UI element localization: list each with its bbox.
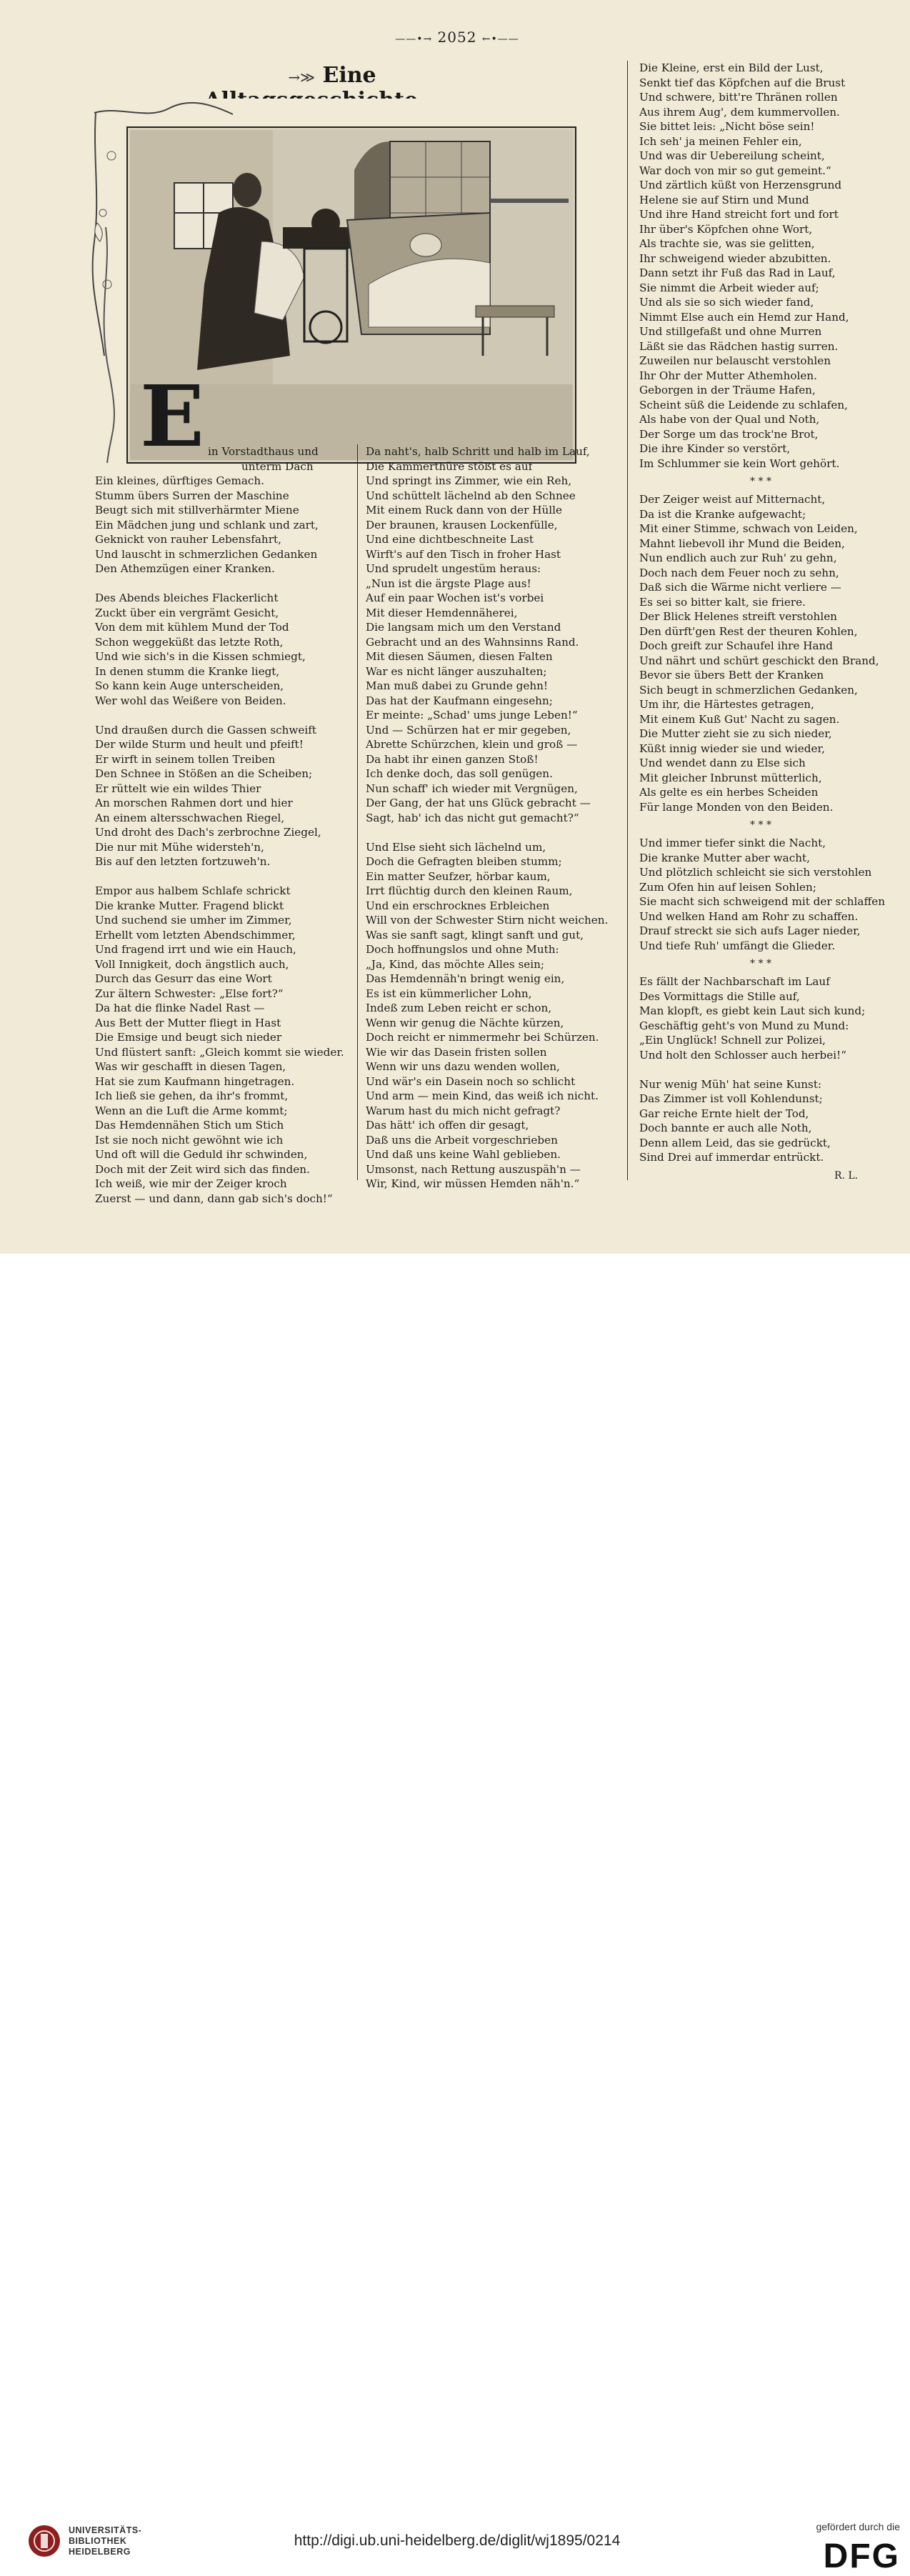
poem-line: Bevor sie übers Bett der Kranken [639,669,824,682]
poem-line: Und springt ins Zimmer, wie ein Reh, [366,474,572,487]
poem-line: in Vorstadthaus und [208,445,319,458]
poem-line: Beugt sich mit stillverhärmter Miene [95,504,299,516]
poem-line: Er rüttelt wie ein wildes Thier [95,782,261,795]
poem-line: Scheint süß die Leidende zu schlafen, [639,398,848,411]
section-divider: * * * [750,476,771,487]
poem-line: Der Zeiger weist auf Mitternacht, [639,493,826,506]
poem-line: Ihr über's Köpfchen ohne Wort, [639,222,813,236]
stanza-gap [95,708,352,723]
poem-line: Und als sie so sich wieder fand, [639,296,814,309]
poem-line: Der wilde Sturm und heult und pfeift! [95,738,304,751]
poem-line: Als trachte sie, was sie gelitten, [639,237,815,250]
poem-line: Mahnt liebevoll ihr Mund die Beiden, [639,536,845,550]
poem-line: Stumm übers Surren der Maschine [95,489,289,502]
poem-line: Und schüttelt lächelnd ab den Schnee [366,489,576,502]
poem-line: Sie nimmt die Arbeit wieder auf; [639,281,819,294]
poem-line: Das hätt' ich offen dir gesagt, [366,1119,529,1132]
poem-line: Der Blick Helenes streift verstohlen [639,610,837,623]
poem-line: Und wie sich's in die Kissen schmiegt, [95,650,306,663]
poem-line: Und welken Hand am Rohr zu schaffen. [639,909,859,923]
poem-line: Nimmt Else auch ein Hemd zur Hand, [639,310,849,324]
poem-line: Und daß uns keine Wahl geblieben. [366,1148,561,1161]
poem-line: Zur ältern Schwester: „Else fort?“ [95,987,284,1000]
poem-line: Man muß dabei zu Grunde gehn! [366,679,549,692]
poem-line: Und tiefe Ruh' umfängt die Glieder. [639,939,836,952]
poem-line: Um ihr, die Härtestes getragen, [639,698,814,711]
dfg-logo: DFG [823,2537,900,2575]
poem-line: Doch bannte er auch alle Noth, [639,1122,812,1134]
poem-line: Senkt tief das Köpfchen auf die Brust [639,76,846,89]
poem-line: Wer wohl das Weißere von Beiden. [95,694,286,707]
poem-line: Läßt sie das Rädchen hastig surren. [639,339,839,353]
poem-line: Und ihre Hand streicht fort und fort [639,208,839,221]
poem-column-1 [95,444,352,1206]
poem-title: →≫ Eine [288,63,376,88]
poem-line: Und holt den Schlosser auch herbei!“ [639,1048,846,1062]
funder-caption: gefördert durch die [816,2521,900,2532]
poem-line: Sind Drei auf immerdar entrückt. [639,1151,824,1164]
poem-line: Zuckt über ein vergrämt Gesicht, [95,606,279,619]
poem-line: Bis auf den letzten fortzuweh'n. [95,855,271,868]
poem-line: Den dürft'gen Rest der theuren Kohlen, [639,624,858,638]
poem-line: Zuweilen nur belauscht verstohlen [639,354,831,367]
poem-line: Wir, Kind, wir müssen Hemden näh'n.“ [366,1177,580,1190]
poem-line: „Ein Unglück! Schnell zur Polizei, [639,1034,826,1047]
poem-column-2 [366,444,623,1192]
poem-line: Gebracht und an des Wahnsinns Rand. [366,635,579,649]
poem-line: Geschäftig geht's von Mund zu Mund: [639,1019,849,1032]
poem-line: Im Schlummer sie kein Wort gehört. [639,456,840,470]
section-divider: * * * [750,819,771,831]
poem-line: Mit einem Ruck dann von der Hülle [366,504,562,516]
poem-line: Da habt ihr einen ganzen Stoß! [366,752,539,766]
poem-line: Der Sorge um das trock'ne Brot, [639,427,819,441]
poem-line: Die kranke Mutter aber wacht, [639,851,810,864]
poem-line: „Nun ist die ärgste Plage aus! [366,576,531,590]
poem-line: Den Athemzügen einer Kranken. [95,562,275,575]
poem-line: Und nährt und schürt geschickt den Brand, [639,654,879,667]
poem-line: Schon weggeküßt das letzte Roth, [95,635,284,649]
poem-line: Und immer tiefer sinkt die Nacht, [639,837,826,849]
poem-line: Wie wir das Dasein fristen sollen [366,1045,547,1059]
poem-line: Und schwere, bitt're Thränen rollen [639,91,838,104]
poem-line: Wenn wir genug die Nächte kürzen, [366,1016,564,1029]
poem-line: Als gelte es ein herbes Scheiden [639,786,819,799]
poem-line: Nun schaff' ich wieder mit Vergnügen, [366,782,578,795]
poem-line: Und sprudelt ungestüm heraus: [366,562,541,575]
poem-line: Ein matter Seufzer, hörbar kaum, [366,869,551,883]
poem-line: Wirft's auf den Tisch in froher Hast [366,547,561,561]
author-signature: R. L. [834,1170,859,1182]
poem-line: Die Kleine, erst ein Bild der Lust, [639,61,824,74]
poem-line: Und zärtlich küßt von Herzensgrund [639,179,842,191]
poem-line: Von dem mit kühlem Mund der Tod [95,621,289,634]
poem-line: Doch hoffnungslos und ohne Muth: [366,943,559,956]
poem-line: Die nur mit Mühe widersteh'n, [95,840,264,854]
poem-line: Sie bittet leis: „Nicht böse sein! [639,120,815,133]
library-name-line1: UNIVERSITÄTS- [69,2525,142,2535]
poem-line: Sich beugt in schmerzlichen Gedanken, [639,683,858,697]
library-seal-icon [27,2524,61,2558]
poem-line: War doch von mir so gut gemeint.“ [639,164,831,177]
poem-line: An einem altersschwachen Riegel, [95,811,285,824]
poem-line: Da hat die flinke Nadel Rast — [95,1002,265,1014]
poem-line: Und suchend sie umher im Zimmer, [95,914,292,927]
poem-line: Erhellt vom letzten Abendschimmer, [95,928,296,942]
university-library-logo [27,2524,141,2558]
poem-line: Denn allem Leid, das sie gedrückt, [639,1136,831,1149]
poem-line: Ihr schweigend wieder abzubitten. [639,251,831,265]
poem-line: Abrette Schürzchen, klein und groß — [366,738,578,751]
poem-line: Warum hast du mich nicht gefragt? [366,1104,561,1117]
library-name-line3: HEIDELBERG [69,2546,131,2557]
poem-line: Hat sie zum Kaufmann hingetragen. [95,1074,295,1088]
poem-line: Und ein erschrocknes Erbleichen [366,899,550,912]
poem-line: Für lange Monden von den Beiden. [639,800,834,814]
poem-line: Doch greift zur Schaufel ihre Hand [639,639,834,652]
poem-line: Ich seh' ja meinen Fehler ein, [639,134,802,148]
poem-line: Durch das Gesurr das eine Wort [95,972,272,985]
poem-line: Da ist die Kranke aufgewacht; [639,507,806,521]
library-name-line2: BIBLIOTHEK [69,2535,127,2546]
poem-line: Helene sie auf Stirn und Mund [639,193,809,206]
poem-line: Mit einer Stimme, schwach von Leiden, [639,522,858,535]
poem-line: Geborgen in der Träume Hafen, [639,384,816,396]
poem-line: Die Kammerthüre stößt es auf [366,459,533,473]
poem-line: Und — Schürzen hat er mir gegeben, [366,723,571,737]
column-rule-right [627,61,628,1180]
poem-line: Und arm — mein Kind, das weiß ich nicht. [366,1089,599,1102]
poem-line: Was wir geschafft in diesen Tagen, [95,1060,286,1073]
poem-line: Des Abends bleiches Flackerlicht [95,591,279,604]
stanza-gap [95,869,352,884]
poem-line: Und stillgefaßt und ohne Murren [639,325,822,338]
poem-line: Ein kleines, dürftiges Gemach. [95,474,265,487]
poem-line: Doch mit der Zeit wird sich das finden. [95,1162,310,1176]
poem-line: Zum Ofen hin auf leisen Sohlen; [639,880,816,894]
poem-line: Der braunen, krausen Lockenfülle, [366,518,558,531]
poem-line: Das Hemdennähen Stich um Stich [95,1119,284,1132]
poem-line: Mit gleicher Inbrunst mütterlich, [639,771,822,784]
section-divider: * * * [750,958,771,969]
poem-line: Zuerst — und dann, dann gab sich's doch!“ [95,1192,333,1205]
poem-line: Ein Mädchen jung und schlank und zart, [95,518,319,531]
poem-line: Da naht's, halb Schritt und halb im Lauf, [366,445,590,458]
poem-line: Empor aus halbem Schlafe schrickt [95,884,291,897]
poem-line: Daß sich die Wärme nicht verliere — [639,581,841,594]
poem-line: Ist sie noch nicht gewöhnt wie ich [95,1133,284,1147]
poem-line: Ich weiß, wie mir der Zeiger kroch [95,1177,287,1190]
poem-line: Ich ließ sie gehen, da ihr's frommt, [95,1089,289,1102]
poem-line: Das hat der Kaufmann eingesehn; [366,694,553,707]
poem-line: Doch die Gefragten bleiben stumm; [366,855,562,868]
poem-line: Die kranke Mutter. Fragend blickt [95,899,284,912]
poem-line: Küßt innig wieder sie und wieder, [639,742,825,755]
poem-line: Die langsam mich um den Verstand [366,621,561,634]
poem-line: Nur wenig Müh' hat seine Kunst: [639,1077,822,1091]
poem-line: Das Zimmer ist voll Kohlendunst; [639,1092,823,1105]
poem-line: Indeß zum Leben reicht er schon, [366,1002,552,1014]
poem-line: Auf ein paar Wochen ist's vorbei [366,591,544,604]
stanza-gap [639,1062,882,1077]
poem-line: Wenn wir uns dazu wenden wollen, [366,1060,560,1073]
poem-line: Es fällt der Nachbarschaft im Lauf [639,975,830,988]
digitization-footer [0,1254,910,2575]
poem-line: Daß uns die Arbeit vorgeschrieben [366,1133,558,1147]
poem-line: An morschen Rahmen dort und hier [95,797,293,809]
poem-line: Und wendet dann zu Else sich [639,757,806,769]
poem-line: Doch nach dem Feuer noch zu sehn, [639,566,839,579]
poem-line: Geknickt von rauher Lebensfahrt, [95,533,281,546]
poem-line: Des Vormittags die Stille auf, [639,989,800,1003]
poem-line: Und plötzlich schleicht sie sich verstohlen [639,866,872,879]
poem-line: Und was dir Uebereilung scheint, [639,149,825,162]
poem-line: Und eine dichtbeschneite Last [366,533,534,546]
poem-line: Aus Bett der Mutter fliegt in Hast [95,1016,281,1029]
poem-line: Der Gang, der hat uns Glück gebracht — [366,797,591,809]
poem-line: Mit diesen Säumen, diesen Falten [366,650,553,663]
poem-line: Man klopft, es giebt kein Laut sich kund; [639,1004,866,1017]
poem-line: Sie macht sich schweigend mit der schlaffen [639,895,886,908]
poem-line: Aus ihrem Aug', dem kummervollen. [639,105,840,119]
poem-line: Und oft will die Geduld ihr schwinden, [95,1148,308,1161]
poem-line: Und fragend irrt und wie ein Hauch, [95,943,296,956]
poem-line: Es sei so bitter kalt, sie friere. [639,595,806,609]
poem-line: Das Hemdennäh'n bringt wenig ein, [366,972,565,985]
poem-line: Er wirft in seinem tollen Treiben [95,752,276,766]
poem-line: Und draußen durch die Gassen schweift [95,723,316,737]
poem-line: Es ist ein kümmerlicher Lohn, [366,987,532,1000]
poem-line: Will von der Schwester Stirn nicht weichen. [366,914,609,927]
poem-line: Dann setzt ihr Fuß das Rad in Lauf, [639,266,836,279]
poem-line: Gar reiche Ernte hielt der Tod, [639,1107,809,1120]
column-rule-left [357,444,358,1180]
poem-line: Und flüstert sanft: „Gleich kommt sie wieder. [95,1045,344,1059]
poem-line: Drauf streckt sie sich aufs Lager nieder, [639,924,861,937]
poem-line: Die Emsige und beugt sich nieder [95,1031,282,1044]
poem-line: Und wär's ein Dasein noch so schlicht [366,1074,576,1088]
poem-line: unterm Dach [241,459,314,473]
poem-line: Den Schnee in Stößen an die Scheiben; [95,767,313,780]
poem-line: Mit einem Kuß Gut' Nacht zu sagen. [639,712,840,726]
source-url[interactable]: http://digi.ub.uni-heidelberg.de/diglit/wj1895/0214 [294,2532,621,2549]
poem-line: Er meinte: „Schad' ums junge Leben!“ [366,709,578,722]
svg-text:E: E [140,371,204,457]
poem-line: War es nicht länger auszuhalten; [366,664,547,678]
poem-line: Doch reicht er nimmermehr bei Schürzen. [366,1031,599,1044]
poem-line: Mit dieser Hemdennäherei, [366,606,518,619]
poem-line: Was sie sanft sagt, klingt sanft und gut, [366,928,584,942]
poem-column-3 [639,61,886,1165]
poem-line: Sagt, hab' ich das nicht gut gemacht?“ [366,811,579,824]
page-number: ——•→ 2052 ←•—— [395,29,519,46]
poem-line: Und droht des Dach's zerbrochne Ziegel, [95,826,321,839]
poem-line: Als habe von der Qual und Noth, [639,413,820,426]
poem-line: Voll Innigkeit, doch ängstlich auch, [95,957,289,971]
stanza-gap [366,825,623,840]
stanza-gap [95,576,352,591]
poem-line: Irrt flüchtig durch den kleinen Raum, [366,884,573,897]
poem-line: Ihr Ohr der Mutter Athemholen. [639,369,817,382]
poem-line: Die ihre Kinder so verstört, [639,442,791,455]
poem-line: So kann kein Auge unterscheiden, [95,679,284,692]
poem-line: Und lauscht in schmerzlichen Gedanken [95,547,318,561]
scanned-page [0,0,910,1254]
poem-line: Und Else sieht sich lächelnd um, [366,840,546,854]
poem-line: Wenn an die Luft die Arme kommt; [95,1104,288,1117]
poem-line: Umsonst, nach Rettung auszuspäh'n — [366,1162,581,1176]
poem-line: Ich denke doch, das soll genügen. [366,767,553,780]
poem-line: Die Mutter zieht sie zu sich nieder, [639,727,832,740]
poem-line: Nun endlich auch zur Ruh' zu gehn, [639,551,837,564]
poem-line: „Ja, Kind, das möchte Alles sein; [366,957,545,971]
poem-line: In denen stumm die Kranke liegt, [95,664,280,678]
